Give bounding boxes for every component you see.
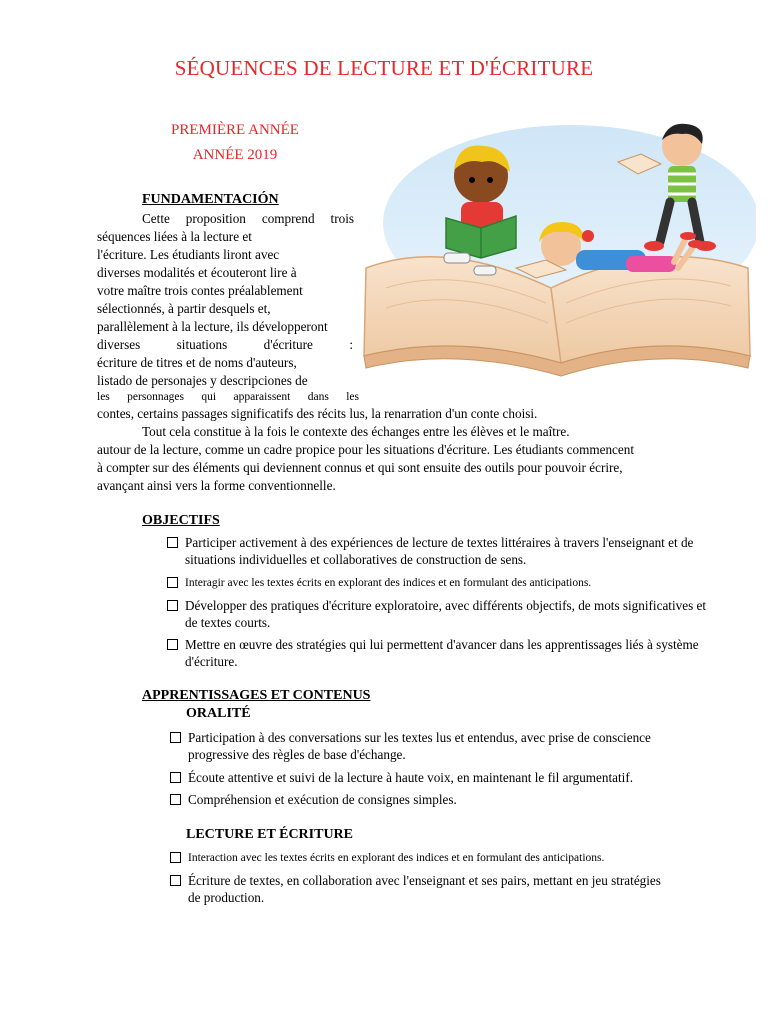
heading-objectifs: OBJECTIFS	[142, 513, 220, 528]
fundamentacion-line: écriture de titres et de noms d'auteurs,	[97, 355, 297, 370]
heading-oralite: ORALITÉ	[186, 706, 251, 721]
children-reading-illustration	[356, 118, 756, 408]
fundamentacion-line: à compter sur des éléments qui deviennent connus et qui sont ensuite des outils pour pouvoir écrire,	[97, 460, 623, 475]
fundamentacion-line: avançant ainsi vers la forme conventionnelle.	[97, 478, 336, 493]
heading-lecture-ecriture: LECTURE ET ÉCRITURE	[186, 827, 354, 842]
subtitle-grade: PREMIÈRE ANNÉE	[171, 122, 299, 138]
checkbox-icon[interactable]	[167, 639, 178, 650]
objectif-text: Mettre en œuvre des stratégies qui lui permettent d'avancer dans les apprentissages liés à système d'écriture.	[185, 637, 699, 669]
checkbox-icon[interactable]	[170, 772, 181, 783]
lecture-item	[170, 850, 715, 867]
objectif-text: Développer des pratiques d'écriture exploratoire, avec différents objectifs, de mots significatives et de textes courts.	[185, 598, 707, 630]
objectif-item	[167, 535, 712, 568]
fundamentacion-line: l'écriture. Les étudiants liront avec	[97, 247, 280, 262]
checkbox-icon[interactable]	[170, 794, 181, 805]
objectif-item	[167, 598, 712, 631]
subtitle-year: ANNÉE 2019	[192, 147, 278, 163]
fundamentacion-line: listado de personajes y descripciones de	[97, 373, 308, 388]
objectif-text: Interagir avec les textes écrits en explorant des indices et en formulant des anticipations.	[185, 577, 592, 589]
document-title: SÉQUENCES DE LECTURE ET D'ÉCRITURE	[174, 56, 594, 80]
heading-apprentissages: APPRENTISSAGES ET CONTENUS	[142, 688, 371, 703]
oralite-text: Écoute attentive et suivi de la lecture à haute voix, en maintenant le fil argumentatif.	[188, 770, 634, 785]
oralite-item	[170, 770, 715, 787]
fundamentacion-line: votre maître trois contes préalablement	[97, 283, 303, 298]
lecture-item	[170, 873, 670, 906]
oralite-item	[170, 792, 715, 809]
lecture-text: Écriture de textes, en collaboration avec l'enseignant et ses pairs, mettant en jeu stratégies de production.	[188, 873, 661, 905]
heading-fundamentacion: FUNDAMENTACIÓN	[142, 192, 279, 207]
fundamentacion-line: diverses modalités et écouteront lire à	[97, 265, 297, 280]
objectif-item	[167, 637, 712, 670]
checkbox-icon[interactable]	[170, 732, 181, 743]
objectif-item	[167, 575, 712, 592]
oralite-text: Compréhension et exécution de consignes simples.	[188, 792, 457, 807]
checkbox-icon[interactable]	[170, 875, 181, 886]
fundamentacion-line: diverses situations d'écriture :	[97, 337, 353, 352]
checkbox-icon[interactable]	[167, 600, 178, 611]
fundamentacion-line: séquences liées à la lecture et	[97, 229, 252, 244]
checkbox-icon[interactable]	[170, 852, 181, 863]
checkbox-icon[interactable]	[167, 577, 178, 588]
fundamentacion-line: autour de la lecture, comme un cadre propice pour les situations d'écriture. Les étudiants commencent	[97, 442, 635, 457]
fundamentacion-line: les personnages qui apparaissent dans les	[97, 391, 359, 403]
fundamentacion-line: parallèlement à la lecture, ils développeront	[97, 319, 328, 334]
fundamentacion-line: contes, certains passages significatifs des récits lus, la renarration d'un conte choisi.	[97, 406, 538, 421]
objectif-text: Participer activement à des expériences de lecture de textes littéraires à travers l'enseignant et de situations individuelles et collaboratives de construction de sens.	[185, 535, 694, 567]
oralite-text: Participation à des conversations sur les textes lus et entendus, avec prise de conscience progressive des règles de base d'échange.	[188, 730, 651, 762]
oralite-item	[170, 730, 660, 763]
checkbox-icon[interactable]	[167, 537, 178, 548]
fundamentacion-line: Tout cela constitue à la fois le contexte des échanges entre les élèves et le maître.	[142, 424, 570, 439]
fundamentacion-line: sélectionnés, à partir desquels et,	[97, 301, 271, 316]
lecture-text: Interaction avec les textes écrits en explorant des indices et en formulant des anticipations.	[188, 852, 605, 864]
fundamentacion-line: Cette proposition comprend trois	[142, 211, 354, 226]
